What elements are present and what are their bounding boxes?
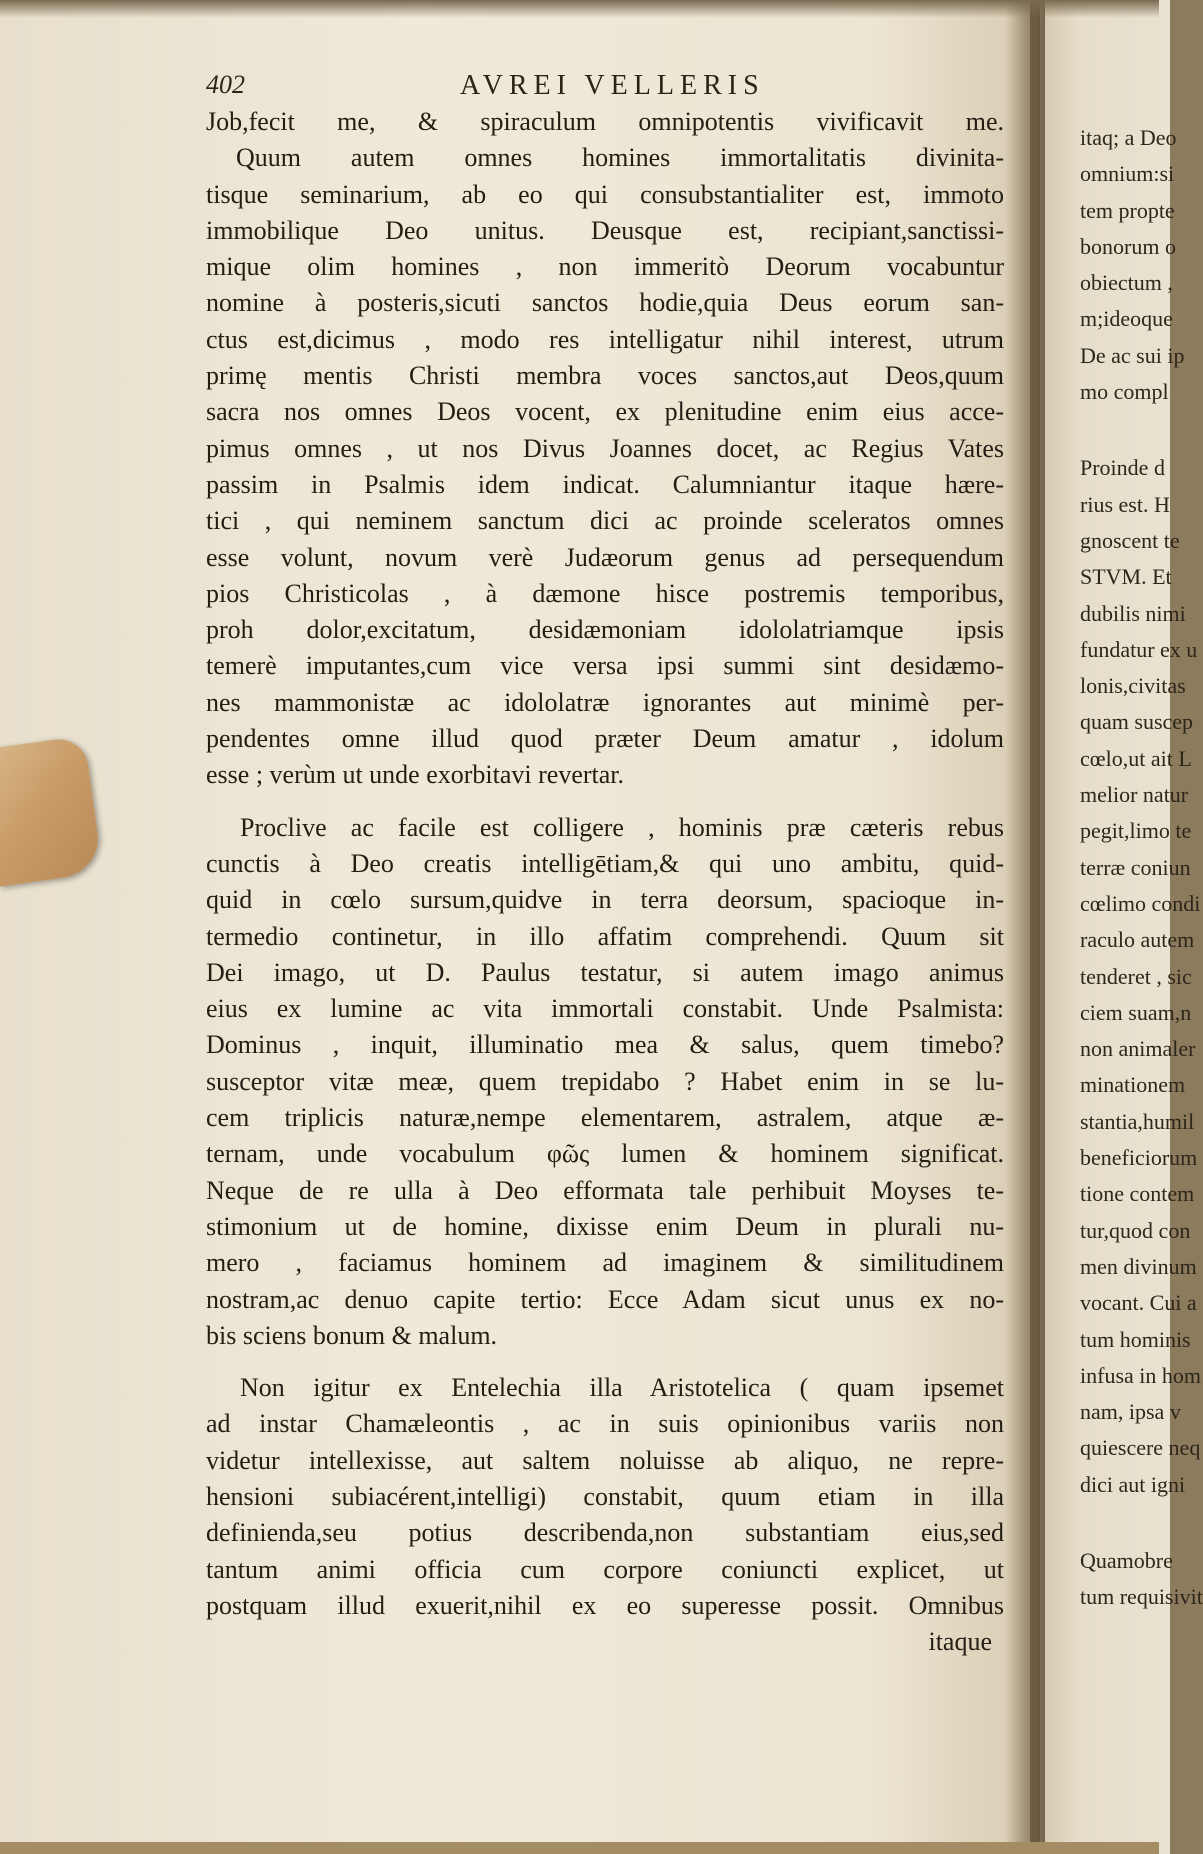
paragraph-gap: [206, 794, 1004, 810]
text-line: nostram,ac denuo capite tertio: Ecce Adam sicut unus ex no-: [206, 1284, 1004, 1314]
text-line: esse volunt, novum verè Judæorum genus ad persequendum: [206, 542, 1004, 572]
facing-page-line: men divinum: [1080, 1253, 1197, 1279]
facing-page-line: mo compl: [1080, 379, 1169, 405]
text-line: susceptor vitæ meæ, quem trepidabo ? Habet enim in se lu-: [206, 1066, 1004, 1096]
text-line: definienda,seu potius describenda,non substantiam eius,sed: [206, 1518, 1004, 1548]
text-line: pios Christicolas , à dæmone hisce postremis temporibus,: [206, 578, 1004, 608]
text-line: immobilique Deo unitus. Deusque est, recipiant,sanctissi-: [206, 215, 1004, 245]
text-line: nomine à posteris,sicuti sanctos hodie,quia Deus eorum san-: [206, 288, 1004, 318]
text-line: nes mammonistæ ac idololatræ ignorantes aut minimè per-: [206, 687, 1004, 717]
text-line: sacra nos omnes Deos vocent, ex plenitudine enim eius acce-: [206, 397, 1004, 427]
text-line: Dei imago, ut D. Paulus testatur, si autem imago animus: [206, 957, 1004, 987]
facing-page-line: tum hominis: [1080, 1326, 1191, 1352]
facing-page-line: cœlimo condi: [1080, 890, 1201, 916]
book-gutter: [1005, 0, 1045, 1854]
facing-page-line: Proinde d: [1080, 455, 1165, 481]
page-header: [206, 70, 1006, 106]
facing-page-line: dubilis nimi: [1080, 600, 1186, 626]
text-line: cem triplicis naturæ,nempe elementarem, astralem, atque æ-: [206, 1103, 1004, 1133]
facing-page-line: rius est. H: [1080, 491, 1170, 517]
facing-page-line: ciem suam,n: [1080, 999, 1192, 1025]
text-line: pendentes omne illud quod præter Deum amatur , idolum: [206, 724, 1004, 754]
text-line: ctus est,dicimus , modo res intelligatur nihil interest, utrum: [206, 324, 1004, 354]
text-line: cunctis à Deo creatis intelligētiam,& qui uno ambitu, quid-: [206, 848, 1004, 878]
text-line: pimus omnes , ut nos Divus Joannes docet, ac Regius Vates: [206, 433, 1004, 463]
facing-page-line: tur,quod con: [1080, 1217, 1191, 1243]
facing-page-line: non animaler: [1080, 1036, 1196, 1062]
text-line: postquam illud exuerit,nihil ex eo superesse possit. Omnibus: [206, 1590, 1004, 1620]
text-line: primę mentis Christi membra voces sanctos,aut Deos,quum: [206, 361, 1004, 391]
facing-page-line: tione contem: [1080, 1181, 1195, 1207]
facing-page-line: dici aut igni: [1080, 1471, 1186, 1497]
paragraph-gap: [206, 1354, 1004, 1370]
text-line: Neque de re ulla à Deo efformata tale perhibuit Moyses te-: [206, 1175, 1004, 1205]
facing-page-line: pegit,limo te: [1080, 818, 1192, 844]
facing-page-text: [1080, 120, 1203, 1616]
text-line: tisque seminarium, ab eo qui consubstantialiter est, immoto: [206, 179, 1004, 209]
text-line: Proclive ac facile est colligere , hominis præ cæteris rebus: [240, 812, 1004, 842]
page-top-edge: [0, 0, 1159, 18]
facing-page-line: raculo autem: [1080, 927, 1195, 953]
fragment-gap: [1080, 410, 1159, 450]
facing-page-line: bonorum o: [1080, 233, 1176, 259]
text-line: bis sciens bonum & malum.: [206, 1320, 498, 1350]
facing-page-line: m;ideoque: [1080, 306, 1173, 332]
facing-page-line: minationem: [1080, 1072, 1186, 1098]
text-line: tantum animi officia cum corpore coniuncti explicet, ut: [206, 1554, 1004, 1584]
facing-page-line: infusa in hom: [1080, 1362, 1201, 1388]
facing-page-line: gnoscent te: [1080, 527, 1180, 553]
text-line: ternam, unde vocabulum φῶς lumen & hominem significat.: [206, 1139, 1004, 1169]
text-line: proh dolor,excitatum, desidæmoniam idololatriamque ipsis: [206, 615, 1004, 645]
facing-page-line: vocant. Cui a: [1080, 1290, 1197, 1316]
running-head: AVREI VELLERIS: [460, 70, 765, 101]
facing-page-line: tem propte: [1080, 197, 1175, 223]
facing-page-line: beneficiorum: [1080, 1145, 1198, 1171]
facing-page-line: terræ coniun: [1080, 854, 1191, 880]
text-line: videtur intellexisse, aut saltem noluisse ab aliquo, ne repre-: [206, 1445, 1004, 1475]
catchword: itaque: [928, 1627, 992, 1657]
facing-page-line: nam, ipsa v: [1080, 1399, 1181, 1425]
text-line: Non igitur ex Entelechia illa Aristotelica ( quam ipsemet: [240, 1373, 1004, 1403]
text-line: Dominus , inquit, illuminatio mea & salus, quem timebo?: [206, 1030, 1004, 1060]
facing-page-line: tum requisivit: [1080, 1584, 1203, 1610]
facing-page-line: STVM. Et: [1080, 564, 1172, 590]
facing-page-line: Quamobre: [1080, 1547, 1173, 1573]
facing-page-line: De ac sui ip: [1080, 342, 1185, 368]
text-line: ad instar Chamæleontis , ac in suis opinionibus variis non: [206, 1409, 1004, 1439]
text-line: quid in cœlo sursum,quidve in terra deorsum, spacioque in-: [206, 885, 1004, 915]
text-line: esse ; verùm ut unde exorbitavi revertar.: [206, 760, 625, 790]
text-line: Job,fecit me, & spiraculum omnipotentis vivificavit me.: [206, 107, 1004, 136]
text-line: mique olim homines , non immeritò Deorum vocabuntur: [206, 252, 1004, 282]
facing-page-line: quiescere neq: [1080, 1435, 1201, 1461]
main-text: [206, 104, 1004, 1660]
fragment-gap: [1080, 1503, 1159, 1543]
text-line: stimonium ut de homine, dixisse enim Deum in plurali nu-: [206, 1211, 1004, 1241]
facing-page-line: quam suscep: [1080, 709, 1194, 735]
facing-page-line: itaq; a Deo: [1080, 125, 1177, 150]
text-line: mero , faciamus hominem ad imaginem & similitudinem: [206, 1248, 1004, 1278]
facing-page-line: obiectum ,: [1080, 270, 1173, 296]
facing-page-line: stantia,humil: [1080, 1108, 1195, 1134]
facing-page-line: tenderet , sic: [1080, 963, 1192, 989]
text-line: Quum autem omnes homines immortalitatis divinita-: [236, 143, 1004, 173]
page-number: 402: [206, 70, 245, 99]
text-line: hensioni subiacérent,intelligi) constabit, quum etiam in illa: [206, 1481, 1004, 1511]
text-line: passim in Psalmis idem indicat. Calumniantur itaque hære-: [206, 469, 1004, 499]
text-line: tici , qui neminem sanctum dici ac proinde sceleratos omnes: [206, 506, 1004, 536]
facing-page-line: melior natur: [1080, 782, 1189, 808]
facing-page-line: cœlo,ut ait L: [1080, 745, 1192, 771]
text-line: termedio continetur, in illo affatim comprehendi. Quum sit: [206, 921, 1004, 951]
facing-page-line: omnium:si: [1080, 161, 1175, 187]
facing-page-line: fundatur ex u: [1080, 636, 1198, 662]
page-bottom-edge: [0, 1842, 1159, 1854]
text-line: temerè imputantes,cum vice versa ipsi summi sint desidæmo-: [206, 651, 1004, 681]
text-line: eius ex lumine ac vita immortali constabit. Unde Psalmista:: [206, 994, 1004, 1024]
facing-page-line: lonis,civitas: [1080, 673, 1186, 699]
